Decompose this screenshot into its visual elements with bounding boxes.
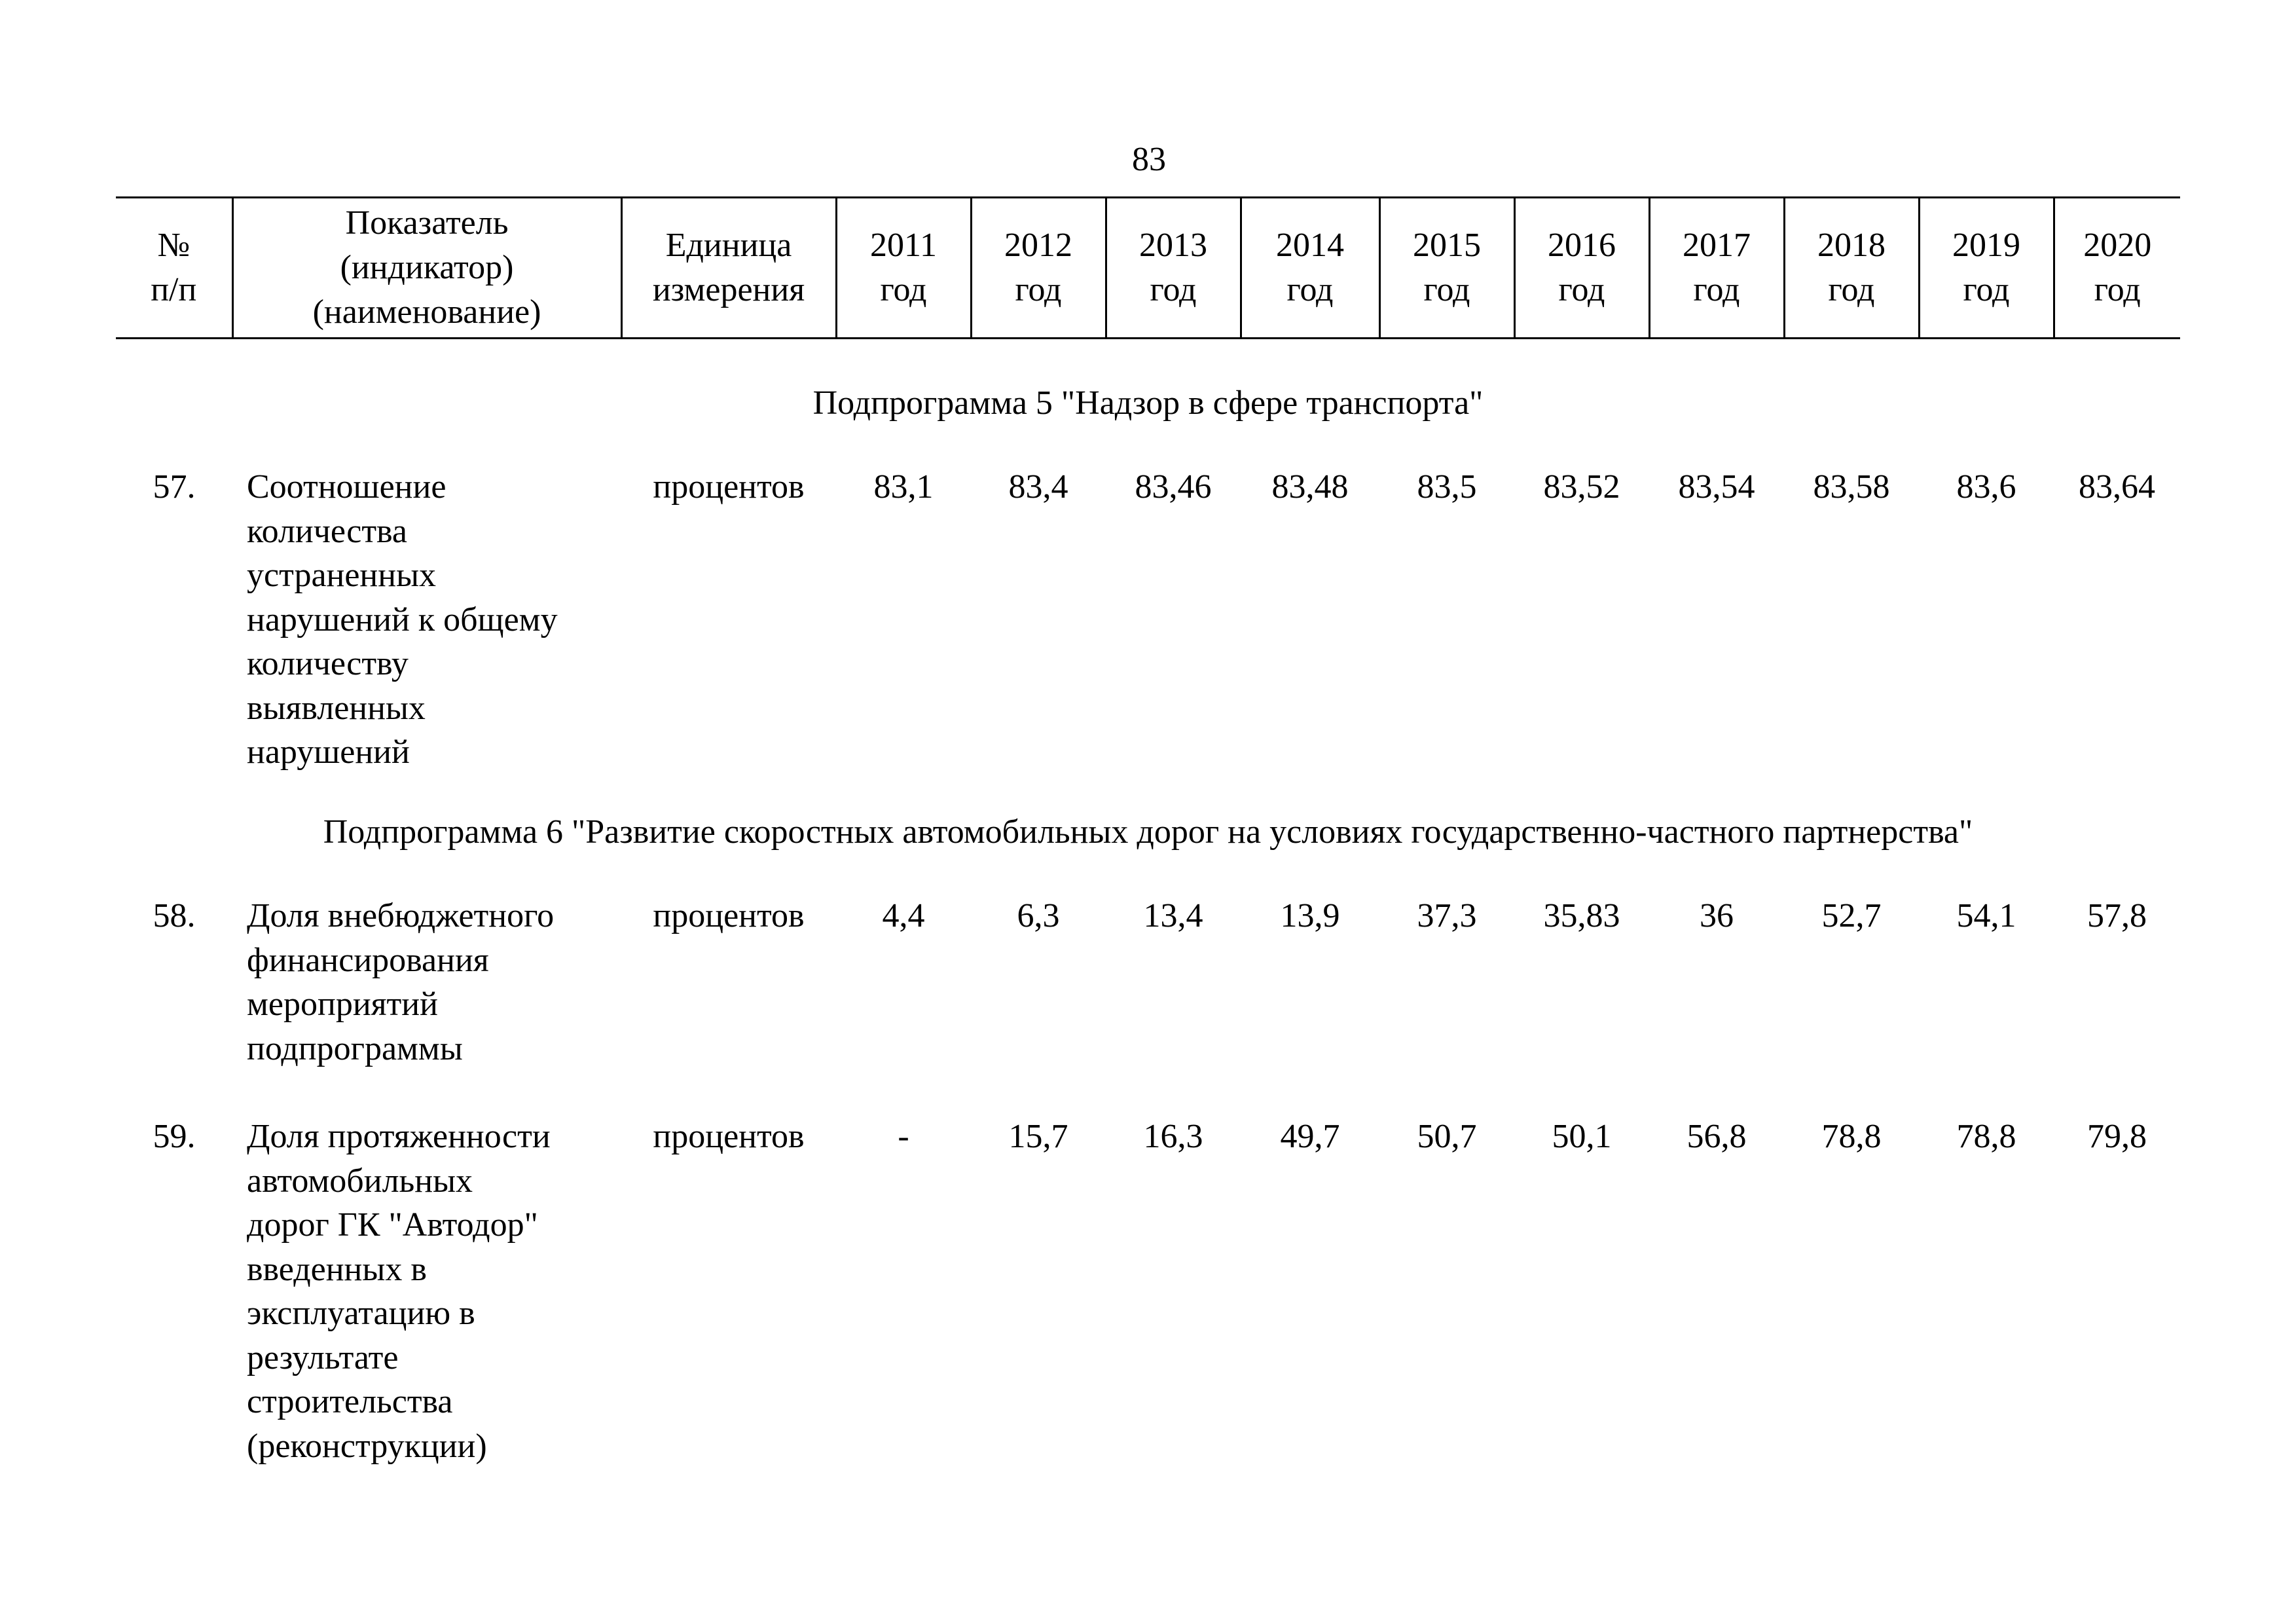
indicator-name: Доля протяженности автомобильных дорог ГК "Автодор" введенных в эксплуатацию в результате строительства (реконструкции) [247, 1118, 551, 1465]
page-number: 83 [1132, 141, 1166, 178]
header-year: 2019 год [1919, 198, 2054, 339]
value-cell: 83,54 [1678, 468, 1755, 506]
header-year: 2016 год [1514, 198, 1649, 339]
value-cell: 54,1 [1956, 897, 2016, 934]
table-body [116, 465, 2180, 775]
header-year: 2012 год [971, 198, 1106, 339]
table-body [116, 1115, 2180, 1468]
value-cell: 83,58 [1813, 468, 1890, 506]
value-cell: 56,8 [1686, 1118, 1747, 1155]
value-cell: 83,48 [1271, 468, 1349, 506]
value-cell: 13,4 [1143, 897, 1203, 934]
section-title: Подпрограмма 6 "Развитие скоростных автомобильных дорог на условиях государственно-частного партнерства" [323, 813, 1973, 851]
indicator-name: Соотношение количества устраненных нарушений к общему количеству выявленных нарушений [247, 468, 558, 771]
value-cell: 50,1 [1552, 1118, 1612, 1155]
value-cell: 35,83 [1543, 897, 1620, 934]
value-cell: 83,5 [1417, 468, 1477, 506]
unit-cell: процентов [653, 468, 805, 506]
header-year: 2011 год [836, 198, 971, 339]
value-cell: 83,4 [1008, 468, 1068, 506]
value-cell: 83,46 [1135, 468, 1212, 506]
value-cell: 37,3 [1417, 897, 1477, 934]
table-row [116, 465, 2180, 775]
table-header [116, 196, 2180, 339]
table-row [116, 894, 2180, 1071]
row-number: 59. [153, 1118, 196, 1155]
indicator-table [116, 196, 2180, 1465]
value-cell: 83,1 [873, 468, 934, 506]
value-cell: 83,6 [1956, 468, 2016, 506]
value-cell: 49,7 [1280, 1118, 1340, 1155]
unit-cell: процентов [653, 1118, 805, 1155]
header-num: № п/п [151, 227, 197, 308]
header-year: 2015 год [1379, 198, 1514, 339]
value-cell: 4,4 [882, 897, 925, 934]
unit-cell: процентов [653, 897, 805, 934]
value-cell: 6,3 [1017, 897, 1060, 934]
header-year: 2014 год [1241, 198, 1379, 339]
value-cell: 52,7 [1821, 897, 1882, 934]
row-number: 57. [153, 468, 196, 506]
value-cell: 15,7 [1008, 1118, 1068, 1155]
header-name: Показатель (индикатор) (наименование) [232, 198, 621, 339]
header-year: 2013 год [1106, 198, 1241, 339]
section-title: Подпрограмма 5 "Надзор в сфере транспорта" [812, 384, 1484, 422]
value-cell: 16,3 [1143, 1118, 1203, 1155]
table-row [116, 1115, 2180, 1468]
value-cell: 78,8 [1821, 1118, 1882, 1155]
value-cell: - [898, 1118, 909, 1155]
row-number: 58. [153, 897, 196, 934]
header-year: 2018 год [1784, 198, 1919, 339]
value-cell: 57,8 [2087, 897, 2147, 934]
header-unit: Единица измерения [621, 198, 836, 339]
value-cell: 83,64 [2079, 468, 2155, 506]
value-cell: 78,8 [1956, 1118, 2016, 1155]
value-cell: 36 [1700, 897, 1734, 934]
header-year: 2017 год [1649, 198, 1784, 339]
value-cell: 79,8 [2087, 1118, 2147, 1155]
value-cell: 50,7 [1417, 1118, 1477, 1155]
value-cell: 13,9 [1280, 897, 1340, 934]
value-cell: 83,52 [1543, 468, 1620, 506]
table-body [116, 894, 2180, 1071]
header-year: 2020 год [2054, 198, 2180, 339]
indicator-name: Доля внебюджетного финансирования мероприятий подпрограммы [247, 897, 555, 1067]
